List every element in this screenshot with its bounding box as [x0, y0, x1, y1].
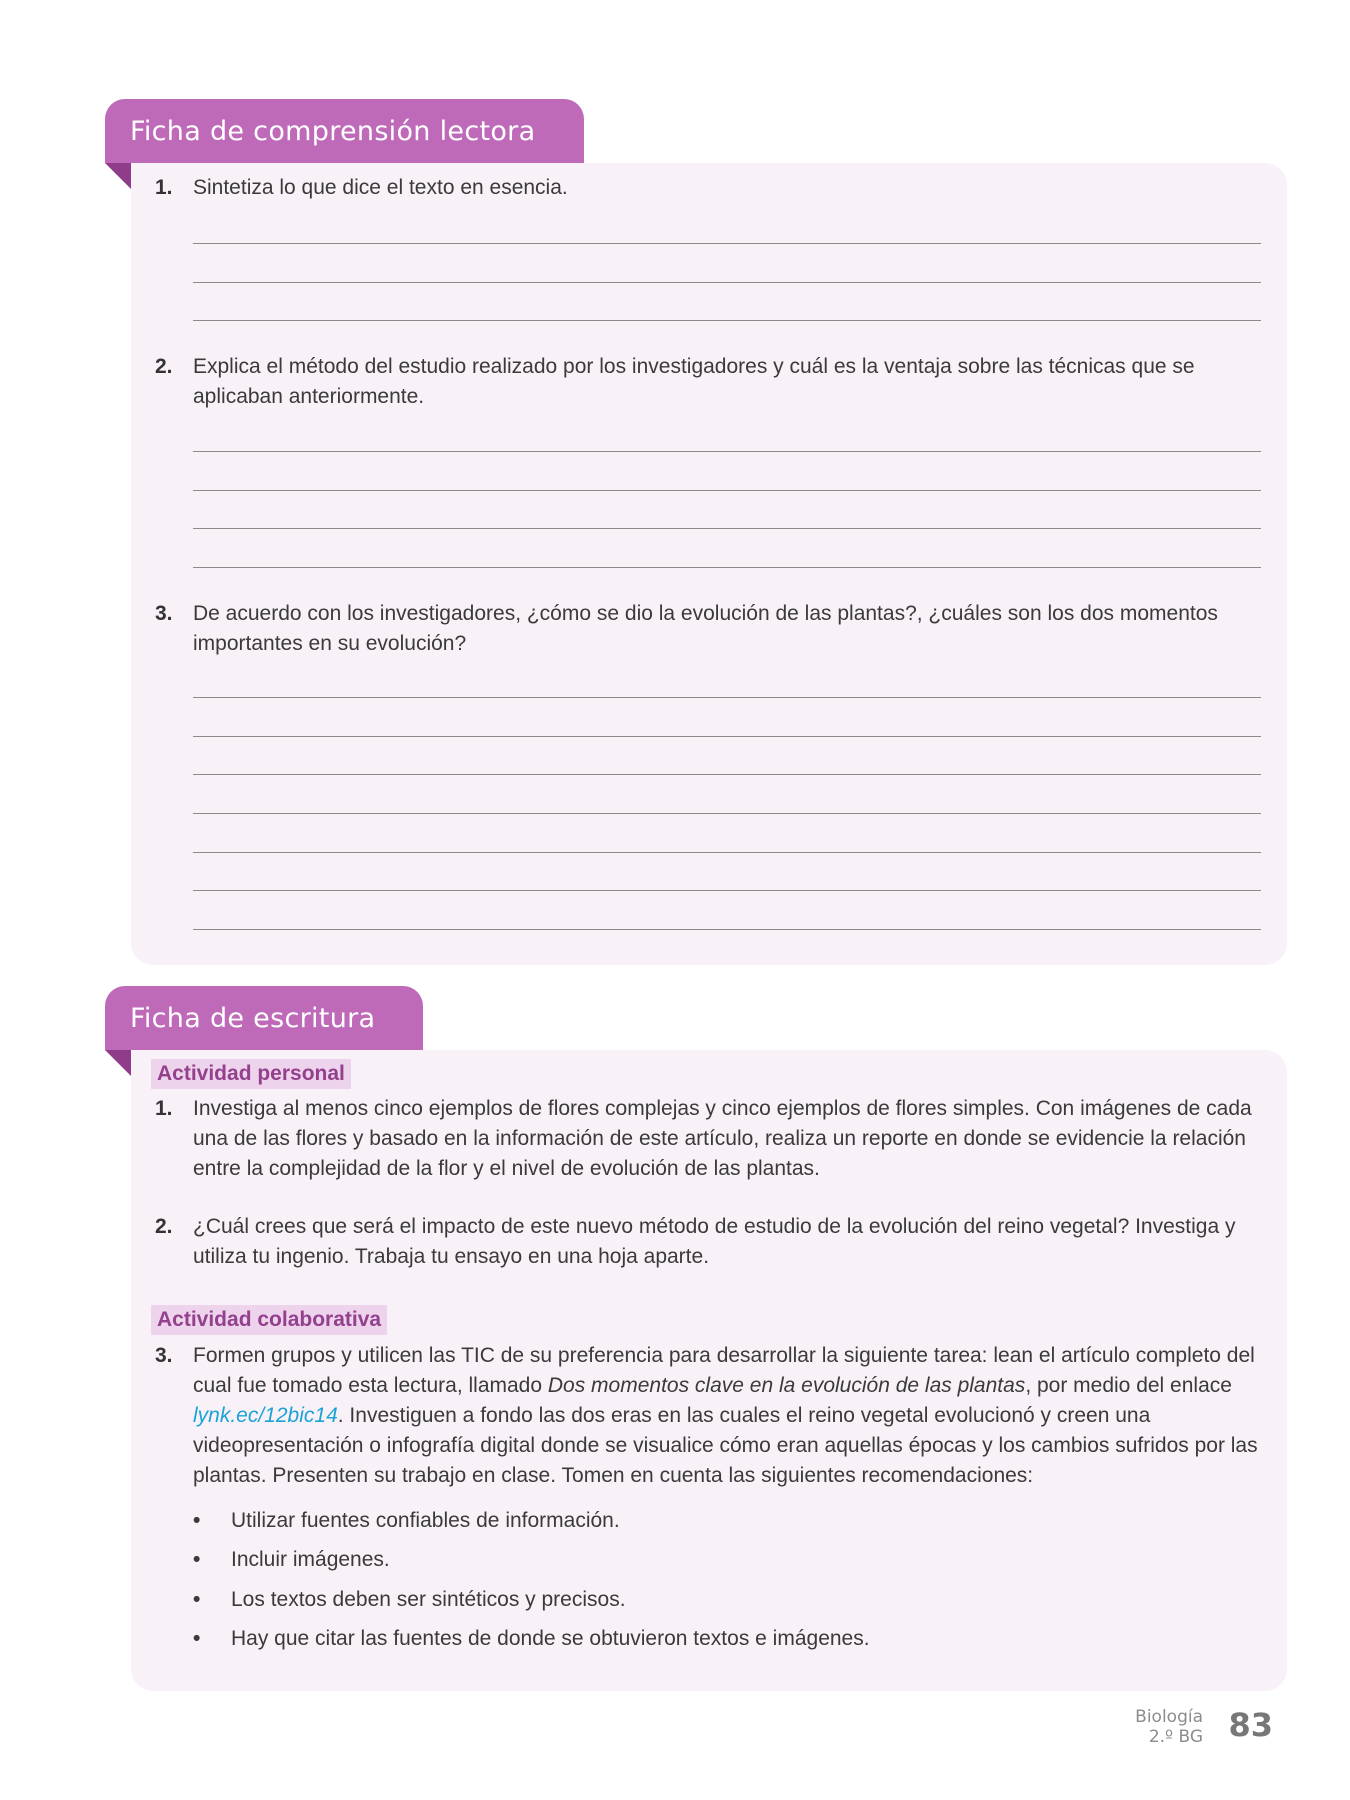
answer-line[interactable] — [193, 929, 1261, 930]
answer-line[interactable] — [193, 736, 1261, 737]
recommendation-item: • Hay que citar las fuentes de donde se obtuvieron textos e imágenes. — [193, 1624, 1263, 1654]
writing-item: 2. ¿Cuál crees que será el impacto de este nuevo método de estudio de la evolución del reino vegetal? Investiga y utiliza tu ingenio. Trabaja tu ensayo en una hoja aparte. — [155, 1215, 1236, 1268]
bullet-icon: • — [193, 1627, 201, 1650]
answer-line[interactable] — [193, 567, 1261, 568]
writing-section — [105, 986, 1287, 1691]
reading-question: 3. De acuerdo con los investigadores, ¿cómo se dio la evolución de las plantas?, ¿cuáles son los dos momentos importantes en su evolución? — [155, 602, 1218, 655]
bullet-icon: • — [193, 1588, 201, 1611]
answer-line[interactable] — [193, 697, 1261, 698]
answer-line[interactable] — [193, 282, 1261, 283]
bullet-icon: • — [193, 1548, 201, 1571]
personal-activity-label: Actividad personal — [151, 1059, 351, 1089]
answer-line[interactable] — [193, 528, 1261, 529]
bullet-icon: • — [193, 1509, 201, 1532]
answer-line[interactable] — [193, 852, 1261, 853]
reading-question: 2. Explica el método del estudio realizado por los investigadores y cuál es la ventaja sobre las técnicas que se aplicaban anteriormente. — [155, 355, 1195, 408]
reading-question: 1. Sintetiza lo que dice el texto en esencia. — [155, 176, 568, 199]
collaborative-activity-label: Actividad colaborativa — [151, 1305, 387, 1335]
writing-item: 3. Formen grupos y utilicen las TIC de su preferencia para desarrollar la siguiente tarea: lean el artículo completo del cual fue tomado esta lectura, llamado Dos momentos clave en la evolución de las plantas, por medio del enlace lynk.ec/12bic14. Investiguen a fondo las dos eras en las cuales el reino vegetal evolucionó y creen una videopresentación o infografía digital donde se visualice cómo eran aquellas épocas y los cambios sufridos por las plantas. Presenten su trabajo en clase. Tomen en cuenta las siguientes recomendaciones: — [155, 1344, 1258, 1487]
footer-subject: Biología 2.º BG — [1135, 1707, 1203, 1747]
answer-line[interactable] — [193, 320, 1261, 321]
reading-panel — [131, 163, 1287, 965]
reading-section-title: Ficha de comprensión lectora — [105, 99, 584, 163]
tab-fold — [105, 1050, 131, 1076]
answer-line[interactable] — [193, 813, 1261, 814]
writing-item: 1. Investiga al menos cinco ejemplos de flores complejas y cinco ejemplos de flores simples. Con imágenes de cada una de las flores y basado en la información de este artículo, realiza un reporte en donde se evidencie la relación entre la complejidad de la flor y el nivel de evolución de las plantas. — [155, 1097, 1252, 1180]
recommendation-item: • Incluir imágenes. — [193, 1545, 1263, 1575]
answer-line[interactable] — [193, 890, 1261, 891]
answer-line[interactable] — [193, 243, 1261, 244]
article-link[interactable]: lynk.ec/12bic14 — [193, 1404, 338, 1427]
page-number: 83 — [1228, 1706, 1273, 1744]
recommendation-item: • Los textos deben ser sintéticos y precisos. — [193, 1585, 1263, 1615]
tab-fold — [105, 163, 131, 189]
writing-section-title: Ficha de escritura — [105, 986, 423, 1050]
recommendation-item: • Utilizar fuentes confiables de información. — [193, 1506, 1263, 1536]
answer-line[interactable] — [193, 774, 1261, 775]
answer-line[interactable] — [193, 451, 1261, 452]
reading-section — [105, 99, 1287, 965]
writing-panel — [131, 1050, 1287, 1691]
answer-line[interactable] — [193, 490, 1261, 491]
